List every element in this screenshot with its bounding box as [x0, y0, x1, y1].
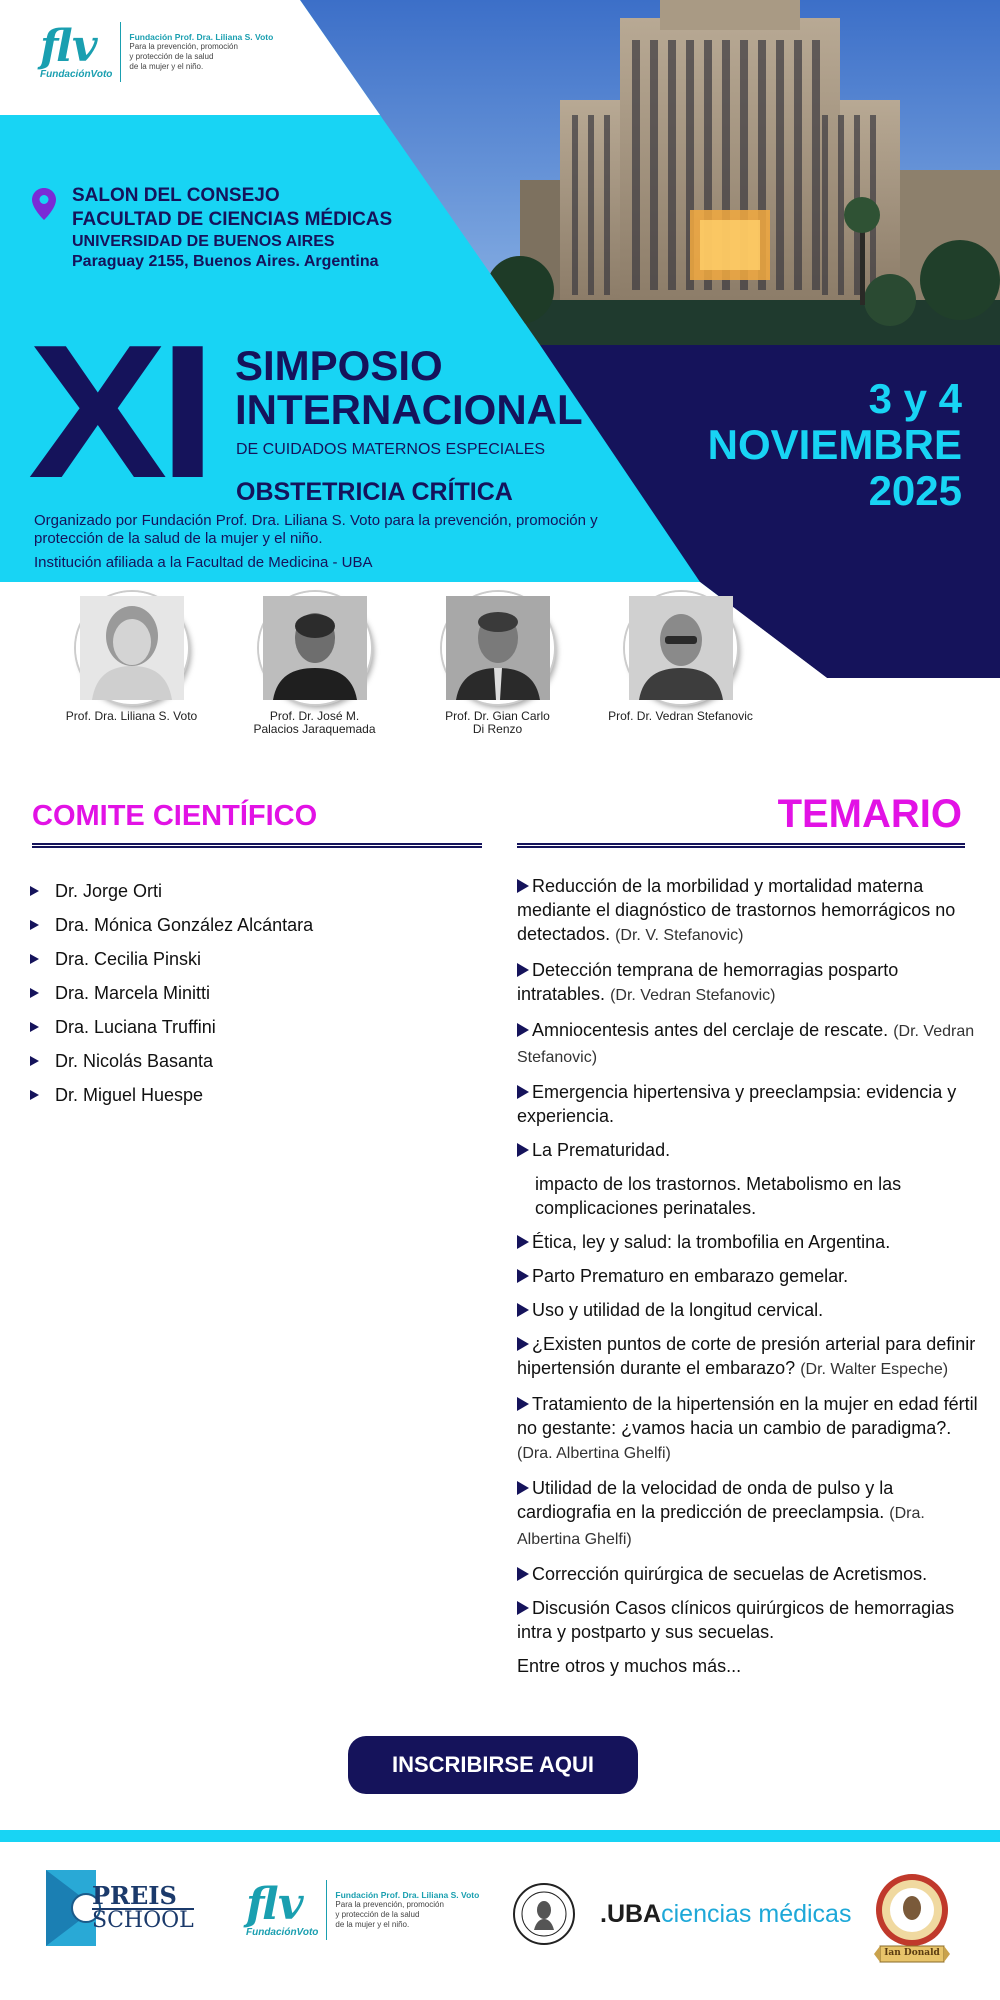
preis-emblem-icon — [46, 1870, 96, 1946]
list-item — [30, 1078, 313, 1112]
comite-list — [30, 874, 313, 1112]
temario-list — [517, 874, 987, 1688]
speaker-portrait — [446, 596, 550, 700]
logo-text — [129, 32, 273, 72]
venue-line-4: Paraguay 2155, Buenos Aires. Argentina — [72, 253, 379, 270]
topic-author: (Dr. Vedran Stefanovic) — [610, 987, 776, 1004]
comite-heading: COMITE CIENTÍFICO — [32, 800, 318, 832]
chevron-right-icon — [517, 1235, 529, 1249]
topic-text: Utilidad de la velocidad de onda de pulso y la cardiografia en la predicción de preeclampsia. — [517, 1478, 894, 1522]
topic-author: (Dr. V. Stefanovic) — [615, 927, 744, 944]
list-item — [517, 1298, 987, 1322]
organized-by: Organizado por Fundación Prof. Dra. Liliana S. Voto para la prevención, promoción y protección de la salud de la mujer y el niño. — [34, 512, 598, 547]
venue-line-2: FACULTAD DE CIENCIAS MÉDICAS — [72, 209, 393, 230]
topic-text: ¿Existen puntos de corte de presión arterial para definir hipertensión durante el embarazo? — [517, 1334, 976, 1378]
chevron-right-icon — [517, 1085, 529, 1099]
avatar — [76, 592, 188, 704]
chevron-right-icon — [30, 886, 39, 896]
member-name: Dra. Mónica González Alcántara — [55, 914, 314, 935]
footer-band — [0, 1830, 1000, 1842]
footer-logo-divider — [326, 1880, 327, 1940]
list-item — [517, 1562, 987, 1586]
speaker-name-line-1: Prof. Dr. Vedran Stefanovic — [608, 709, 753, 723]
list-item — [30, 942, 313, 976]
ian-donald-seal-icon[interactable] — [872, 1866, 952, 1976]
edition-numeral: XI — [28, 306, 208, 518]
topic-text: Amniocentesis antes del cerclaje de rescate. — [532, 1020, 889, 1040]
footer-logo-mark-block — [246, 1878, 319, 1938]
uba-prefix: .UBA — [600, 1900, 662, 1928]
member-name: Dr. Jorge Orti — [55, 880, 163, 901]
topic-text: Reducción de la morbilidad y mortalidad materna mediante el diagnóstico de trastornos hemorrágicos no detectados. — [517, 876, 956, 944]
member-name: Dra. Marcela Minitti — [55, 982, 211, 1003]
list-item — [30, 1044, 313, 1078]
footer-org-tagline-3: de la mujer y el niño. — [335, 1920, 410, 1929]
logo-subtitle: FundaciónVoto — [40, 68, 113, 80]
speaker-portrait — [80, 596, 184, 700]
hero-banner — [0, 0, 1000, 736]
speaker-name — [589, 710, 772, 723]
symposium-topic: OBSTETRICIA CRÍTICA — [236, 478, 513, 506]
event-days: 3 y 4 — [868, 375, 962, 422]
footer-org-name: Fundación Prof. Dra. Liliana S. Voto — [335, 1890, 480, 1900]
footer-org-tagline-2: y protección de la salud — [335, 1910, 420, 1919]
comite-rule — [32, 843, 482, 848]
speaker-card — [40, 592, 223, 736]
speaker-portrait — [629, 596, 733, 700]
symposium-title-1: SIMPOSIO — [235, 342, 443, 389]
speaker-name-line-1: Prof. Dra. Liliana S. Voto — [65, 709, 198, 723]
symposium-title-2: INTERNACIONAL — [235, 386, 583, 433]
avatar — [625, 592, 737, 704]
topic-text: Detección temprana de hemorragias posparto intratables. — [517, 960, 899, 1004]
chevron-right-icon — [30, 988, 39, 998]
preis-school-logo[interactable] — [46, 1870, 194, 1946]
list-item — [30, 908, 313, 942]
symposium-subtitle: DE CUIDADOS MATERNOS ESPECIALES — [236, 441, 546, 458]
list-item — [517, 874, 987, 948]
chevron-right-icon — [517, 1481, 529, 1495]
venue-line-1: SALON DEL CONSEJO — [72, 185, 280, 206]
chevron-right-icon — [517, 879, 529, 893]
chevron-right-icon — [517, 963, 529, 977]
chevron-right-icon — [517, 1397, 529, 1411]
speaker-name-line-2: Palacios Jaraquemada — [253, 722, 376, 736]
symposium-title — [235, 344, 583, 432]
topic-author: (Dra. Albertina Ghelfi) — [517, 1445, 671, 1462]
avatar — [259, 592, 371, 704]
member-name: Dr. Nicolás Basanta — [55, 1050, 214, 1071]
topic-text: Corrección quirúrgica de secuelas de Acretismos. — [532, 1564, 928, 1584]
chevron-right-icon — [517, 1337, 529, 1351]
topic-author: (Dr. Walter Espeche) — [800, 1361, 949, 1378]
sponsor-footer — [0, 1842, 1000, 2000]
chevron-right-icon — [517, 1303, 529, 1317]
fundacion-voto-logo[interactable] — [40, 22, 273, 82]
speaker-card — [223, 592, 406, 736]
member-name: Dra. Cecilia Pinski — [55, 948, 202, 969]
uba-logo[interactable] — [600, 1900, 851, 1929]
chevron-right-icon — [517, 1601, 529, 1615]
preis-school: SCHOOL — [92, 1908, 194, 1933]
org-tagline-3: de la mujer y el niño. — [129, 62, 204, 71]
chevron-right-icon — [30, 1090, 39, 1100]
affiliation: Institución afiliada a la Facultad de Medicina - UBA — [34, 554, 373, 571]
preis-wordmark — [92, 1881, 194, 1933]
list-item — [517, 1476, 987, 1552]
event-year: 2025 — [868, 467, 962, 514]
list-item — [30, 976, 313, 1010]
list-item — [517, 958, 987, 1008]
list-item — [517, 1138, 987, 1162]
event-month: NOVIEMBRE — [707, 421, 962, 468]
temario-rule — [517, 843, 965, 848]
society-seal-icon[interactable] — [512, 1878, 576, 1950]
logo-divider — [120, 22, 121, 82]
preis-name: PREIS — [92, 1881, 177, 1910]
speaker-portrait — [263, 596, 367, 700]
footer-logo-subtitle: FundaciónVoto — [246, 1926, 319, 1938]
temario-heading: TEMARIO — [777, 792, 962, 836]
list-item — [30, 874, 313, 908]
member-name: Dr. Miguel Huespe — [55, 1084, 204, 1105]
chevron-right-icon — [30, 920, 39, 930]
topic-text: Ética, ley y salud: la trombofilia en Argentina. — [532, 1232, 891, 1252]
chevron-right-icon — [517, 1269, 529, 1283]
list-item — [30, 1010, 313, 1044]
speaker-name-line-1: Prof. Dr. Gian Carlo — [445, 709, 550, 723]
topic-author: (Dr. Vedran Stefanovic) — [517, 1023, 975, 1066]
speaker-card — [589, 592, 772, 736]
footer-logo-mark: flv — [246, 1878, 304, 1930]
chevron-right-icon — [30, 1022, 39, 1032]
venue-line-3: UNIVERSIDAD DE BUENOS AIRES — [72, 233, 335, 250]
chevron-right-icon — [517, 1143, 529, 1157]
list-item — [517, 1080, 987, 1128]
topic-text: Discusión Casos clínicos quirúrgicos de hemorragias intra y postparto y sus secuelas. — [517, 1598, 955, 1642]
topic-text: La Prematuridad. — [532, 1140, 671, 1160]
fundacion-voto-footer-logo[interactable] — [246, 1880, 479, 1940]
ian-donald-label: Ian Donald — [884, 1948, 940, 1958]
org-name: Fundación Prof. Dra. Liliana S. Voto — [129, 32, 274, 42]
org-tagline-2: y protección de la salud — [129, 52, 214, 61]
member-name: Dra. Luciana Truffini — [55, 1016, 216, 1037]
topic-text: Uso y utilidad de la longitud cervical. — [532, 1300, 824, 1320]
chevron-right-icon — [517, 1567, 529, 1581]
list-item — [517, 1392, 987, 1466]
speaker-card — [406, 592, 589, 736]
footer-logo-text — [335, 1890, 479, 1930]
register-button[interactable]: INSCRIBIRSE AQUI — [348, 1736, 638, 1794]
topic-text: Parto Prematuro en embarazo gemelar. — [532, 1266, 849, 1286]
list-item — [517, 1332, 987, 1382]
speaker-name — [223, 710, 406, 736]
temario-closing: Entre otros y muchos más... — [517, 1656, 742, 1676]
avatar — [442, 592, 554, 704]
topic-text: Tratamiento de la hipertensión en la mujer en edad fértil no gestante: ¿vamos hacia un cambio de paradigma?. — [517, 1394, 978, 1438]
location-pin-icon — [32, 188, 56, 220]
list-item — [517, 1264, 987, 1288]
org-tagline-1: Para la prevención, promoción — [129, 42, 238, 51]
logo-mark: flv — [40, 20, 98, 72]
list-item — [517, 1230, 987, 1254]
speaker-name — [406, 710, 589, 736]
venue-block — [32, 184, 452, 272]
speaker-name-line-2: Di Renzo — [472, 722, 523, 736]
chevron-right-icon — [517, 1023, 529, 1037]
speakers-row — [40, 592, 772, 736]
topic-text: Emergencia hipertensiva y preeclampsia: evidencia y experiencia. — [517, 1082, 957, 1126]
speaker-name — [40, 710, 223, 723]
list-item-continuation: impacto de los trastornos. Metabolismo en las complicaciones perinatales. — [535, 1174, 902, 1218]
footer-org-tagline-1: Para la prevención, promoción — [335, 1900, 444, 1909]
logo-mark-block — [40, 20, 113, 80]
list-item — [517, 1018, 987, 1070]
topic-author: (Dra. Albertina Ghelfi) — [517, 1505, 925, 1548]
uba-suffix: ciencias médicas — [661, 1900, 852, 1928]
chevron-right-icon — [30, 1056, 39, 1066]
list-item — [517, 1596, 987, 1644]
chevron-right-icon — [30, 954, 39, 964]
speaker-name-line-1: Prof. Dr. José M. — [269, 709, 360, 723]
event-dates — [708, 376, 962, 514]
